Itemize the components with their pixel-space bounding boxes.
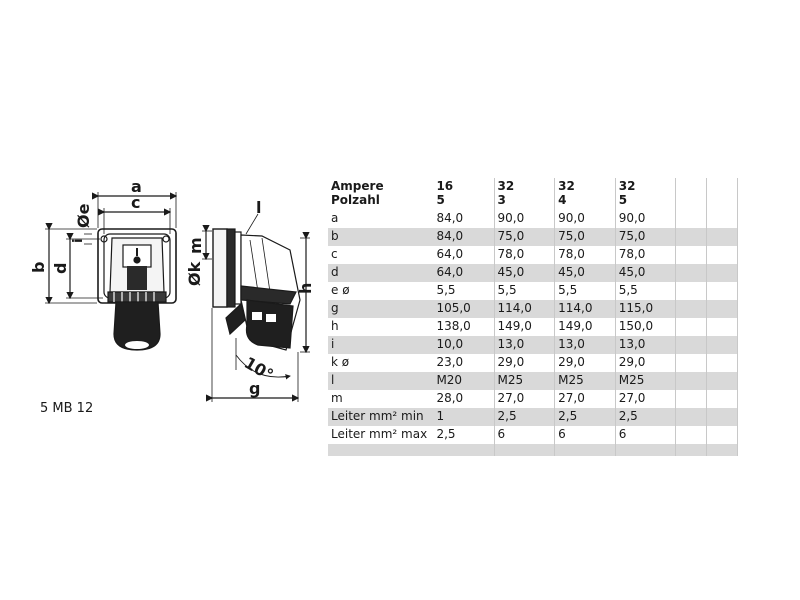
row-label: b xyxy=(328,228,433,246)
empty-cell xyxy=(676,318,707,336)
table-row xyxy=(328,354,738,372)
dim-label-b: b xyxy=(29,261,48,273)
value-cell: 90,0 xyxy=(494,210,555,228)
empty-cell xyxy=(707,426,738,444)
table-row xyxy=(328,264,738,282)
value-cell: 6 xyxy=(555,426,616,444)
table-row xyxy=(328,300,738,318)
table-row xyxy=(328,210,738,228)
dim-label-e: Øe xyxy=(74,203,93,228)
value-cell: M25 xyxy=(555,372,616,390)
empty-cell xyxy=(707,354,738,372)
empty-cell xyxy=(676,354,707,372)
row-label: l xyxy=(328,372,433,390)
table-header-row xyxy=(328,178,738,210)
table-row xyxy=(328,318,738,336)
value-cell: 149,0 xyxy=(494,318,555,336)
value-cell: 45,0 xyxy=(555,264,616,282)
value-cell: 78,0 xyxy=(494,246,555,264)
empty-cell xyxy=(707,318,738,336)
value-cell: 150,0 xyxy=(615,318,676,336)
dim-label-angle: 10° xyxy=(241,353,277,385)
header-line-2: Polzahl xyxy=(331,193,380,207)
value-cell: 13,0 xyxy=(615,336,676,354)
value-cell: M25 xyxy=(615,372,676,390)
value-cell: 90,0 xyxy=(555,210,616,228)
value-cell: 84,0 xyxy=(433,228,494,246)
empty-cell xyxy=(328,444,433,456)
value-cell: 5,5 xyxy=(494,282,555,300)
row-label: i xyxy=(328,336,433,354)
value-cell: 27,0 xyxy=(494,390,555,408)
value-cell: 29,0 xyxy=(615,354,676,372)
table-footer-row xyxy=(328,444,738,456)
header-line-2: 5 xyxy=(618,193,628,207)
dim-label-h: h xyxy=(296,282,315,294)
empty-cell xyxy=(676,336,707,354)
table-row xyxy=(328,408,738,426)
value-cell: 84,0 xyxy=(433,210,494,228)
dim-label-i: i xyxy=(71,238,86,243)
value-cell: 45,0 xyxy=(615,264,676,282)
header-line-1: 32 xyxy=(497,179,515,193)
dim-label-d: d xyxy=(51,262,70,274)
row-label: a xyxy=(331,211,339,225)
value-cell: 90,0 xyxy=(615,210,676,228)
empty-cell xyxy=(707,390,738,408)
empty-cell xyxy=(676,178,707,210)
value-cell: 45,0 xyxy=(494,264,555,282)
empty-cell xyxy=(676,264,707,282)
row-label: k ø xyxy=(331,355,350,369)
empty-cell xyxy=(707,264,738,282)
value-cell: 29,0 xyxy=(555,354,616,372)
header-cell xyxy=(433,178,494,210)
empty-cell xyxy=(676,246,707,264)
value-cell: 64,0 xyxy=(433,264,494,282)
table-row xyxy=(328,372,738,390)
value-cell: 78,0 xyxy=(555,246,616,264)
value-cell: 28,0 xyxy=(433,390,494,408)
row-label: Leiter mm² min xyxy=(328,408,433,426)
value-cell: 75,0 xyxy=(615,228,676,246)
value-cell: 2,5 xyxy=(494,408,555,426)
dim-label-a: a xyxy=(131,177,142,196)
dim-label-g: g xyxy=(249,379,261,398)
value-cell: 114,0 xyxy=(494,300,555,318)
table-row xyxy=(328,336,738,354)
value-cell: 64,0 xyxy=(433,246,494,264)
value-cell: 75,0 xyxy=(555,228,616,246)
table-row xyxy=(328,426,738,444)
empty-cell xyxy=(707,444,738,456)
value-cell: 5,5 xyxy=(615,282,676,300)
value-cell: 5,5 xyxy=(433,282,494,300)
empty-cell xyxy=(707,336,738,354)
table-row xyxy=(328,246,738,264)
value-cell: 10,0 xyxy=(433,336,494,354)
empty-cell xyxy=(676,444,707,456)
header-line-1: 32 xyxy=(618,179,636,193)
header-cell xyxy=(555,178,616,210)
value-cell: 78,0 xyxy=(615,246,676,264)
header-line-2: 3 xyxy=(497,193,506,207)
value-cell: 114,0 xyxy=(555,300,616,318)
header-cell xyxy=(615,178,676,210)
value-cell: 1 xyxy=(433,408,494,426)
row-label: c xyxy=(331,247,338,261)
value-cell: 13,0 xyxy=(555,336,616,354)
empty-cell xyxy=(707,178,738,210)
value-cell: 6 xyxy=(615,426,676,444)
empty-cell xyxy=(676,210,707,228)
row-label: m xyxy=(331,391,343,405)
value-cell: 2,5 xyxy=(433,426,494,444)
header-line-1: 32 xyxy=(558,179,575,193)
figure-caption: 5 MB 12 xyxy=(40,401,94,416)
row-label: Leiter mm² max xyxy=(331,427,428,441)
row-label: h xyxy=(331,319,339,333)
header-line-2: 5 xyxy=(436,193,445,207)
empty-cell xyxy=(707,282,738,300)
row-label: g xyxy=(328,300,433,318)
empty-cell xyxy=(707,372,738,390)
empty-cell xyxy=(676,408,707,426)
table-row xyxy=(328,282,738,300)
empty-cell xyxy=(707,408,738,426)
value-cell: 2,5 xyxy=(615,408,676,426)
empty-cell xyxy=(707,228,738,246)
empty-cell xyxy=(707,210,738,228)
value-cell: 5,5 xyxy=(555,282,616,300)
dim-label-m: m xyxy=(186,237,205,254)
technical-drawing xyxy=(0,0,320,420)
header-line-1: 16 xyxy=(436,179,454,193)
empty-cell xyxy=(707,300,738,318)
header-cell xyxy=(328,178,433,210)
header-line-2: 4 xyxy=(558,193,567,207)
empty-cell xyxy=(676,390,707,408)
value-cell: 149,0 xyxy=(555,318,616,336)
value-cell: 29,0 xyxy=(494,354,555,372)
empty-cell xyxy=(494,444,555,456)
value-cell: 27,0 xyxy=(555,390,616,408)
empty-cell xyxy=(676,372,707,390)
spec-table xyxy=(328,178,738,456)
empty-cell xyxy=(676,300,707,318)
value-cell: 13,0 xyxy=(494,336,555,354)
dim-label-c: c xyxy=(131,193,141,212)
value-cell: 23,0 xyxy=(433,354,494,372)
value-cell: M20 xyxy=(433,372,494,390)
empty-cell xyxy=(433,444,494,456)
value-cell: 138,0 xyxy=(433,318,494,336)
dim-label-k: Øk xyxy=(185,261,204,286)
value-cell: 27,0 xyxy=(615,390,676,408)
value-cell: 75,0 xyxy=(494,228,555,246)
empty-cell xyxy=(615,444,676,456)
row-label: d xyxy=(328,264,433,282)
spec-table-body xyxy=(328,178,738,456)
empty-cell xyxy=(707,246,738,264)
value-cell: 2,5 xyxy=(555,408,616,426)
table-row xyxy=(328,228,738,246)
value-cell: M25 xyxy=(494,372,555,390)
header-line-1: Ampere xyxy=(331,179,384,193)
empty-cell xyxy=(555,444,616,456)
dim-label-l: l xyxy=(256,198,262,217)
table-row xyxy=(328,390,738,408)
header-cell xyxy=(494,178,555,210)
row-label: e ø xyxy=(331,283,350,297)
empty-cell xyxy=(676,282,707,300)
value-cell: 6 xyxy=(494,426,555,444)
empty-cell xyxy=(676,228,707,246)
value-cell: 105,0 xyxy=(433,300,494,318)
empty-cell xyxy=(676,426,707,444)
value-cell: 115,0 xyxy=(615,300,676,318)
